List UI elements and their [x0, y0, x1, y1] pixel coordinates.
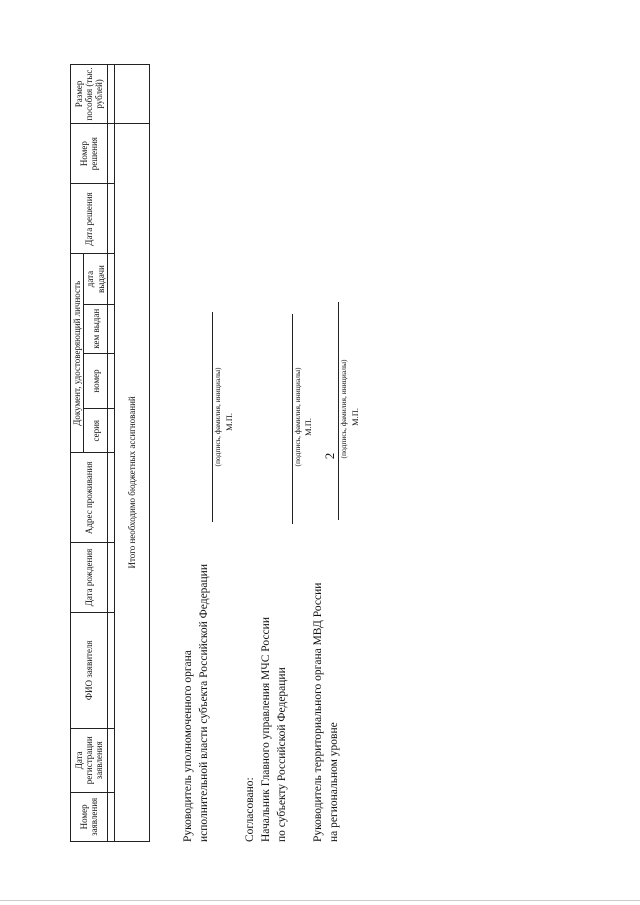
header-app-number: Номер заявления	[71, 792, 108, 841]
header-benefit-amount: Размер пособия (тыс. рублей)	[71, 65, 108, 124]
head-line2: исполнительной власти субъекта Российской Федерации	[198, 564, 210, 842]
cell	[108, 184, 115, 254]
cell	[108, 304, 115, 353]
cell	[108, 453, 115, 543]
agreed-stamp: М.П.	[303, 418, 313, 436]
header-decision-number: Номер решения	[71, 123, 108, 184]
cell	[108, 792, 115, 841]
cell	[108, 728, 115, 792]
cell	[108, 65, 115, 124]
header-id-document: Документ, удостоверяющий личность	[71, 254, 84, 453]
cell	[108, 409, 115, 453]
header-reg-date: Дата регистрации заявления	[71, 728, 108, 792]
head-stamp: М.П.	[224, 413, 234, 431]
header-decision-date: Дата решения	[71, 184, 108, 254]
signature-head	[180, 564, 212, 842]
register-table	[70, 64, 150, 842]
agreed-label: Согласовано:	[244, 777, 256, 842]
header-doc-number: номер	[84, 353, 108, 408]
mvd-signature-caption: (подпись, фамилия, инициалы)	[339, 359, 348, 459]
header-applicant-name: ФИО заявителя	[71, 612, 108, 728]
header-birth-date: Дата рождения	[71, 543, 108, 612]
page-edge-line	[0, 900, 640, 901]
agreed-line2: по субъекту Российской Федерации	[276, 667, 288, 842]
total-value	[115, 65, 150, 124]
header-doc-issue-date: дата выдачи	[84, 254, 108, 304]
signature-agreed	[242, 617, 290, 842]
cell	[108, 543, 115, 612]
mvd-line2: на региональном уровне	[328, 722, 340, 842]
mvd-stamp: М.П.	[350, 408, 360, 426]
header-row-1	[71, 65, 84, 842]
header-address: Адрес проживания	[71, 453, 108, 543]
total-label: Итого необходимо бюджетных ассигнований	[115, 123, 150, 841]
total-row	[115, 65, 150, 842]
mvd-line1: Руководитель территориального органа МВД России	[312, 582, 324, 842]
signature-mvd	[310, 583, 342, 842]
page-number: 2	[322, 452, 337, 460]
document-landscape-content	[30, 62, 630, 842]
head-line1: Руководитель уполномоченного органа	[182, 650, 194, 842]
agreed-signature-caption: (подпись, фамилия, инициалы)	[293, 367, 302, 467]
cell	[108, 254, 115, 304]
header-doc-issued-by: кем выдан	[84, 304, 108, 353]
cell	[108, 353, 115, 408]
cell	[108, 612, 115, 728]
table-row-empty	[108, 65, 115, 842]
header-doc-series: серия	[84, 409, 108, 453]
head-signature-caption: (подпись, фамилия, инициалы)	[213, 367, 222, 467]
cell	[108, 123, 115, 184]
agreed-line1: Начальник Главного управления МЧС России	[260, 617, 272, 842]
